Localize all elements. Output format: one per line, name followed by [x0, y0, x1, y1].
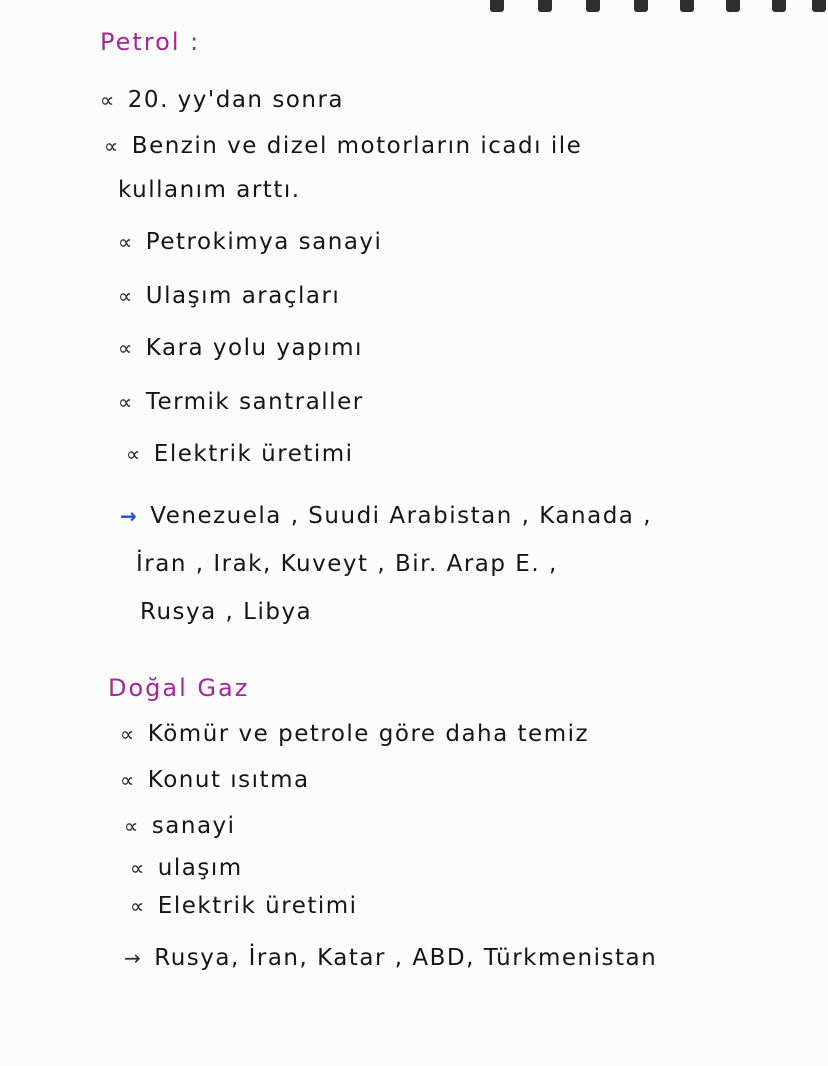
dogalgaz-use-item [120, 720, 589, 748]
bullet-icon: ∝ [118, 336, 134, 360]
arrow-right-icon: → [120, 504, 139, 528]
dogalgaz-use-item [130, 854, 243, 882]
dogalgaz-use-text: ulaşım [157, 855, 243, 881]
petrol-countries-line-1 [120, 502, 652, 530]
dogalgaz-use-item [130, 892, 358, 920]
petrol-line-3: kullanım arttı. [118, 177, 301, 203]
petrol-use-item [118, 388, 364, 416]
dogalgaz-use-text: Elektrik üretimi [157, 893, 358, 919]
bullet-icon: ∝ [130, 856, 146, 880]
arrow-right-icon: → [124, 946, 143, 970]
dogalgaz-use-item [120, 766, 310, 794]
dogalgaz-use-text: Konut ısıtma [147, 767, 310, 793]
petrol-line-1 [100, 86, 344, 114]
bullet-icon: ∝ [120, 768, 136, 792]
petrol-use-item [118, 282, 340, 310]
petrol-use-text: Termik santraller [145, 389, 364, 415]
bullet-icon: ∝ [118, 230, 134, 254]
petrol-countries-line-2: İran , Irak, Kuveyt , Bir. Arap E. , [136, 551, 558, 577]
bullet-icon: ∝ [120, 722, 136, 746]
spiral-binding [490, 0, 828, 16]
dogalgaz-countries-line [124, 944, 657, 972]
petrol-use-text: Elektrik üretimi [153, 441, 354, 467]
bullet-icon: ∝ [100, 88, 116, 112]
bullet-icon: ∝ [104, 134, 120, 158]
bullet-icon: ∝ [130, 894, 146, 918]
petrol-use-item [126, 440, 354, 468]
petrol-use-text: Kara yolu yapımı [145, 335, 363, 361]
bullet-icon: ∝ [124, 814, 140, 838]
petrol-use-text: Ulaşım araçları [145, 283, 341, 309]
petrol-use-text: Petrokimya sanayi [145, 229, 383, 255]
dogalgaz-use-item [124, 812, 236, 840]
dogalgaz-countries-text: Rusya, İran, Katar , ABD, Türkmenistan [154, 945, 658, 971]
petrol-use-item [118, 334, 363, 362]
dogalgaz-heading: Doğal Gaz [108, 674, 250, 702]
petrol-line-1-text: 20. yy'dan sonra [127, 87, 344, 113]
petrol-line-2 [104, 132, 582, 160]
petrol-heading: Petrol : [100, 28, 201, 56]
bullet-icon: ∝ [126, 442, 142, 466]
petrol-countries-text: Venezuela , Suudi Arabistan , Kanada , [150, 503, 653, 529]
bullet-icon: ∝ [118, 390, 134, 414]
bullet-icon: ∝ [118, 284, 134, 308]
petrol-countries-line-3: Rusya , Libya [140, 599, 313, 625]
dogalgaz-use-text: sanayi [151, 813, 236, 839]
dogalgaz-use-text: Kömür ve petrole göre daha temiz [147, 721, 590, 747]
petrol-use-item [118, 228, 382, 256]
petrol-line-2-text: Benzin ve dizel motorların icadı ile [131, 133, 583, 159]
